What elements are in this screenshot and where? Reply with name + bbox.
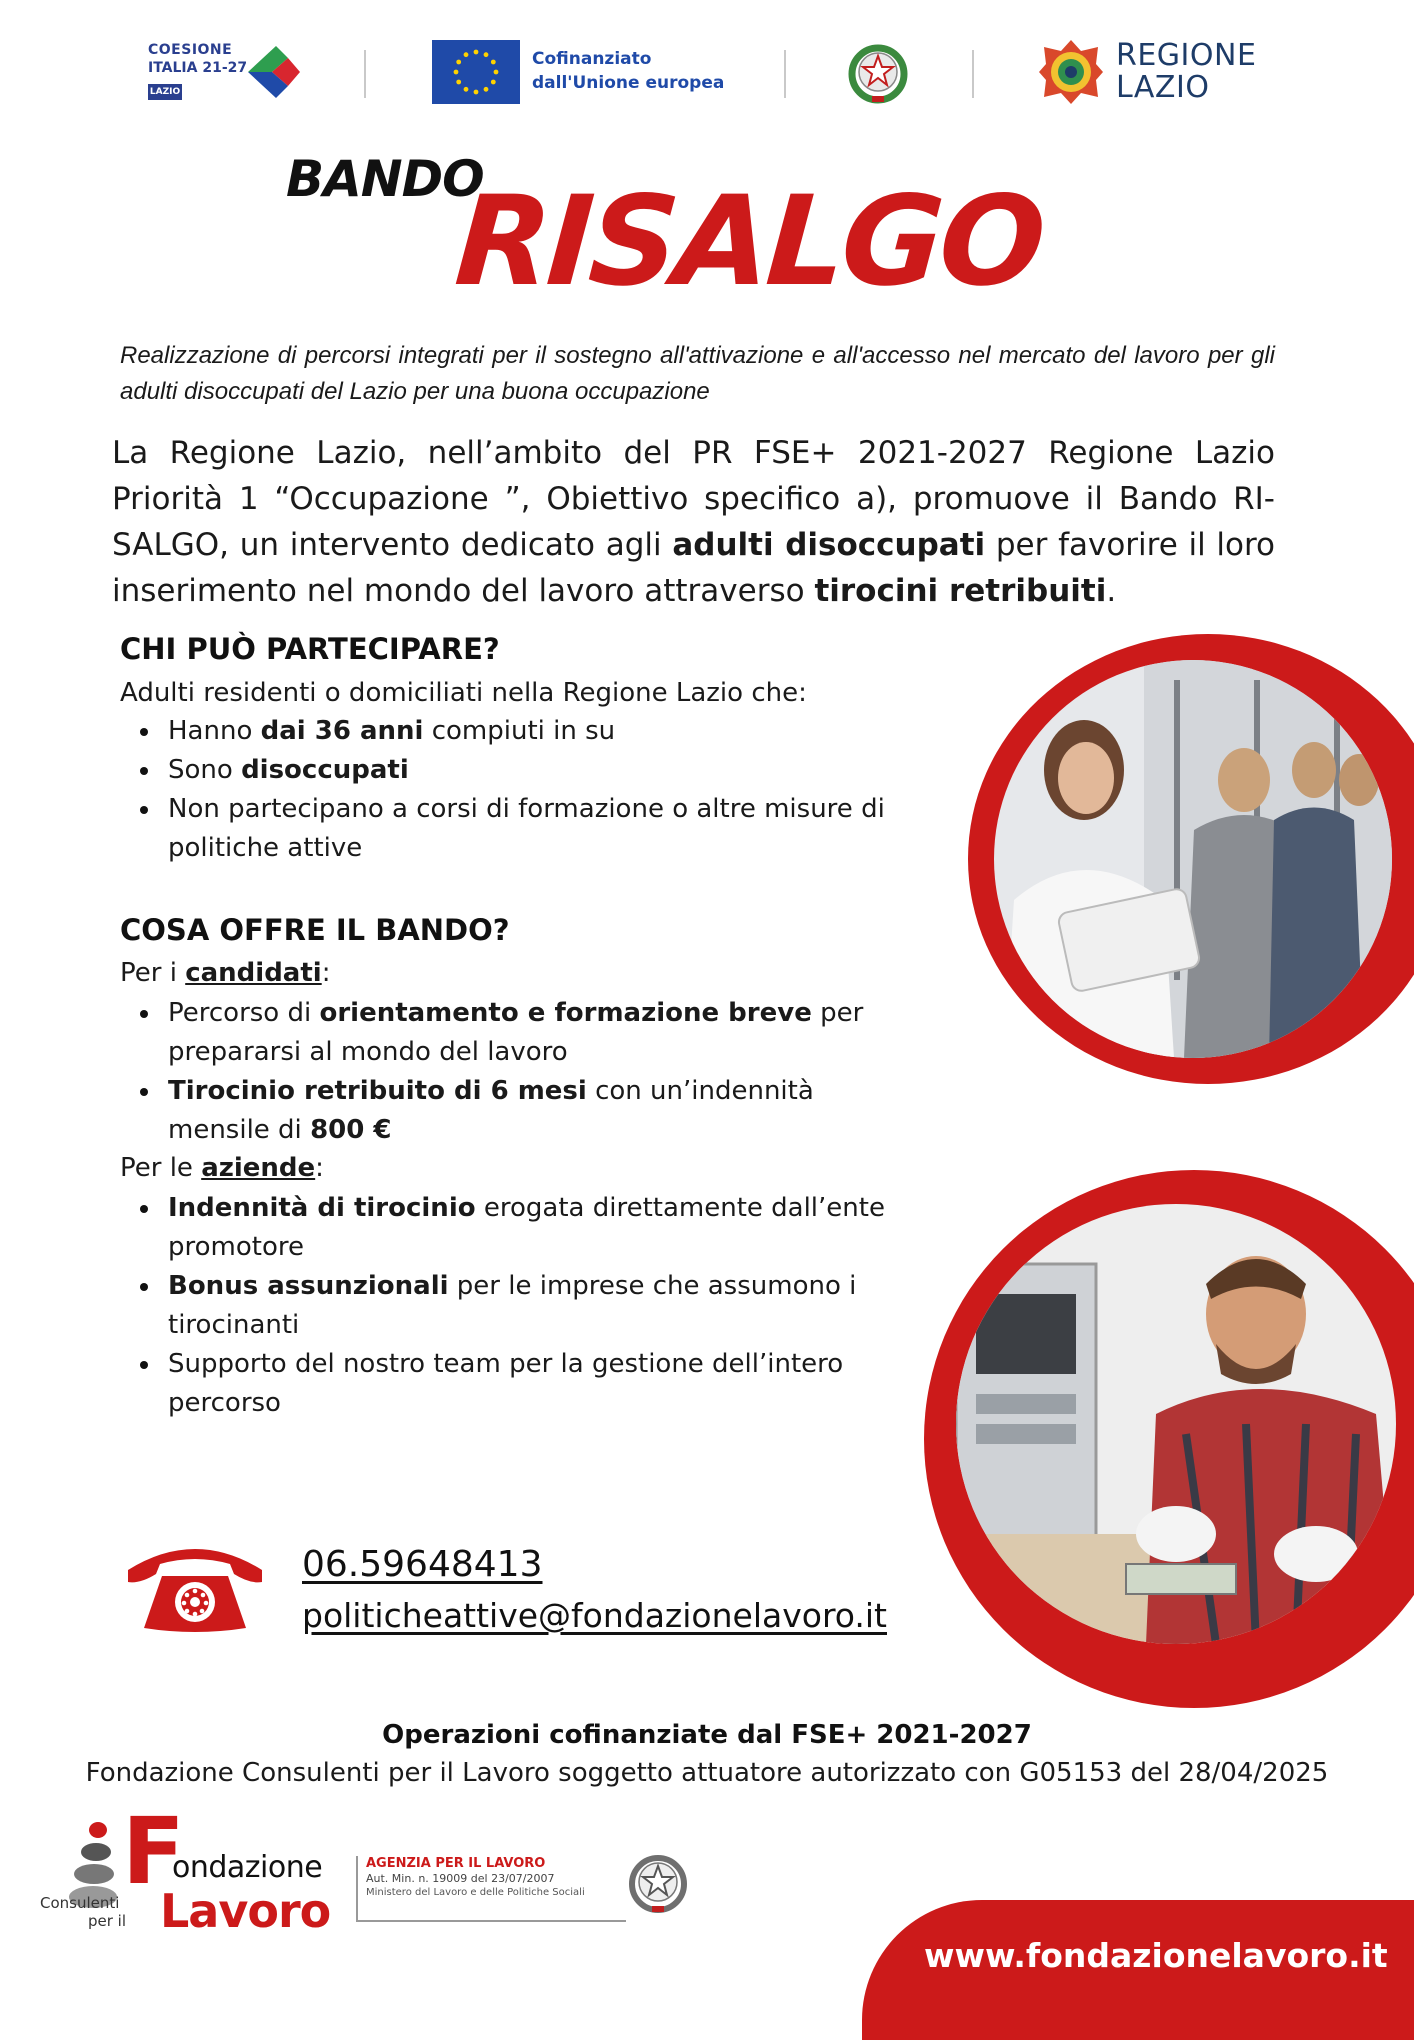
title-risalgo: RISALGO: [450, 170, 1047, 314]
coesione-line2: ITALIA 21-27: [148, 60, 248, 76]
fcl-lavoro: Lavoro: [160, 1884, 331, 1938]
eu-line1: Cofinanziato: [532, 49, 652, 69]
phone-number-link[interactable]: 06.59648413: [302, 1544, 543, 1585]
who-list: [120, 712, 940, 868]
list-item: Non partecipano a corsi di formazione o altre misure di politiche attive: [168, 790, 908, 868]
list-item: Indennità di tirocinio erogata direttamente dall’ente promotore: [168, 1189, 928, 1267]
regione-lazio-logo: [1036, 36, 1266, 108]
eu-flag-icon: [432, 40, 520, 104]
email-link[interactable]: politicheattive@fondazionelavoro.it: [302, 1596, 887, 1635]
offer-candidates-lead: Per i candidati:: [120, 958, 331, 988]
italian-emblem-icon: [842, 36, 914, 108]
who-title: CHI PUÒ PARTECIPARE?: [120, 632, 500, 666]
regione-line2: LAZIO: [1116, 70, 1210, 105]
offer-candidates-list: [120, 994, 940, 1150]
website-link[interactable]: www.fondazionelavoro.it: [924, 1936, 1388, 1975]
coesione-tag: LAZIO: [148, 84, 182, 100]
fondazione-lavoro-logo: [40, 1798, 346, 1938]
fcl-letter-f: F: [122, 1798, 185, 1905]
header-separator: [972, 50, 974, 98]
photo-technician: [956, 1204, 1396, 1644]
photo-women-office: [994, 660, 1392, 1058]
italian-emblem-icon: [622, 1846, 694, 1918]
who-lead: Adulti residenti o domiciliati nella Regione Lazio che:: [120, 678, 807, 708]
offer-companies-lead: Per le aziende:: [120, 1153, 324, 1183]
intro-bold-tirocini: tirocini retribuiti: [814, 573, 1107, 609]
regione-line1: REGIONE: [1116, 38, 1257, 73]
eu-cofinanziato-logo: [432, 40, 732, 104]
agenzia-line1: AGENZIA PER IL LAVORO: [366, 1856, 546, 1871]
list-item: Bonus assunzionali per le imprese che assumono i tirocinanti: [168, 1267, 928, 1345]
intro-paragraph: La Regione Lazio, nell’ambito del PR FSE+ 2021-2027 Regione Lazio Priorità 1 “Occupazione ”, Obiettivo specifico a), promuove il Bando RI-SALGO, un intervento dedicato agli adulti disoccupati per favorire il loro inserimento nel mondo del lavoro attraverso tirocini retribuiti.: [112, 435, 1276, 609]
telephone-icon: [122, 1536, 268, 1636]
title-bando: BANDO: [286, 150, 484, 208]
list-item: Supporto del nostro team per la gestione dell’intero percorso: [168, 1345, 928, 1423]
attuatore-notice: Fondazione Consulenti per il Lavoro soggetto attuatore autorizzato con G05153 del 28/04/2025: [85, 1758, 1329, 1788]
regione-lazio-emblem-icon: [1036, 37, 1106, 107]
fcl-peril: per il: [88, 1912, 127, 1930]
agenzia-line2: Aut. Min. n. 19009 del 23/07/2007: [366, 1872, 555, 1885]
list-item: Sono disoccupati: [168, 751, 940, 790]
list-item: Hanno dai 36 anni compiuti in su: [168, 712, 940, 751]
fcl-ondazione: ondazione: [172, 1850, 323, 1885]
header-separator: [784, 50, 786, 98]
subtitle: Realizzazione di percorsi integrati per il sostegno all'attivazione e all'accesso nel mercato del lavoro per gli adulti disoccupati del Lazio per una buona occupazione: [120, 342, 1275, 405]
fse-notice: Operazioni cofinanziate dal FSE+ 2021-2027: [382, 1720, 1032, 1750]
coesione-arrows-icon: [242, 42, 304, 102]
fcl-consulenti: Consulenti: [40, 1894, 120, 1912]
offer-companies-list: [120, 1189, 940, 1423]
list-item: Percorso di orientamento e formazione breve per prepararsi al mondo del lavoro: [168, 994, 868, 1072]
offer-title: COSA OFFRE IL BANDO?: [120, 913, 510, 947]
list-item: Tirocinio retribuito di 6 mesi con un’indennità mensile di 800 €: [168, 1072, 868, 1150]
coesione-italia-logo: [148, 40, 306, 104]
eu-line2: dall'Unione europea: [532, 73, 725, 93]
header-separator: [364, 50, 366, 98]
agenzia-line3: Ministero del Lavoro e delle Politiche Sociali: [366, 1887, 585, 1898]
agenzia-lavoro-badge: [356, 1856, 626, 1922]
intro-bold-adulti: adulti disoccupati: [672, 527, 986, 563]
coesione-line1: COESIONE: [148, 42, 233, 58]
